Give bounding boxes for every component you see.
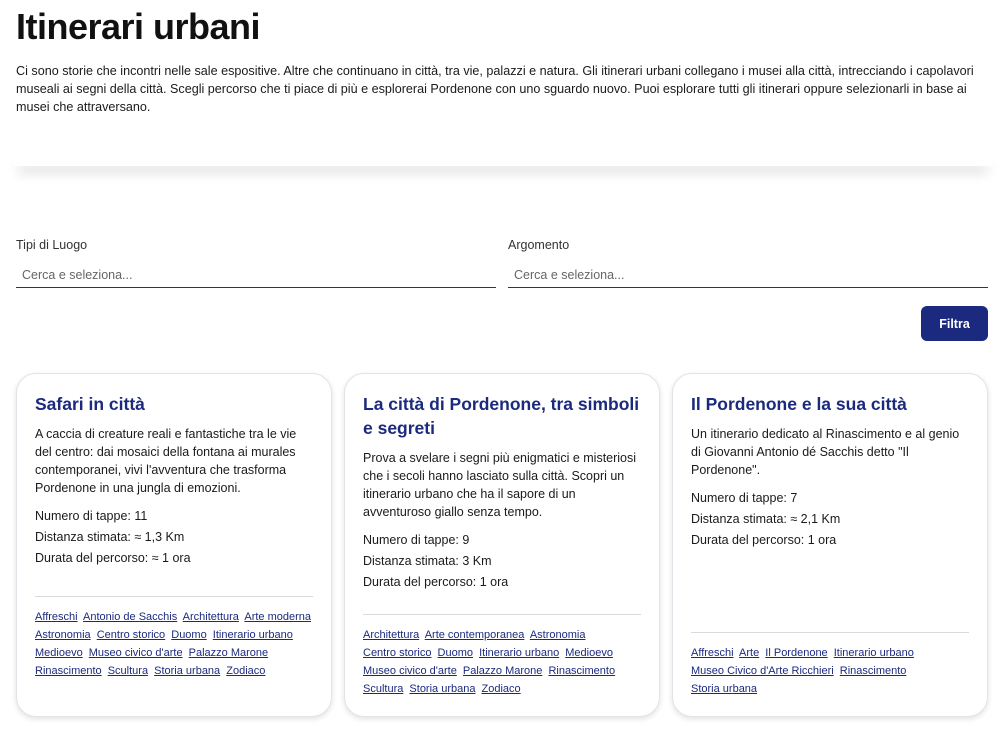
card-title[interactable]: La città di Pordenone, tra simboli e segreti (363, 394, 640, 438)
tag-link[interactable]: Architettura (363, 629, 420, 641)
tag-link[interactable]: Museo civico d'arte (363, 665, 457, 677)
tag-link[interactable]: Itinerario urbano (479, 647, 560, 659)
tag-link[interactable]: Itinerario urbano (833, 647, 914, 659)
tag-link[interactable]: Arte contemporanea (424, 629, 525, 641)
stops-count: Numero di tappe: 7 (691, 491, 798, 505)
filter-topic (508, 238, 988, 288)
tag-list (363, 626, 645, 698)
card-divider (35, 596, 313, 597)
stops-count: Numero di tappe: 9 (363, 533, 470, 547)
tag-link[interactable]: Arte moderna (244, 611, 312, 623)
tag-link[interactable]: Duomo (171, 629, 207, 641)
card-title[interactable]: Il Pordenone e la sua città (691, 394, 907, 414)
tag-list (35, 608, 317, 680)
tag-link[interactable]: Arte (739, 647, 760, 659)
tag-link[interactable]: Medioevo (35, 647, 83, 659)
tag-link[interactable]: Antonio de Sacchis (83, 611, 178, 623)
itinerary-card[interactable] (344, 373, 660, 717)
tag-link[interactable]: Medioevo (565, 647, 613, 659)
intro-text: Ci sono storie che incontri nelle sale espositive. Altre che continuano in città, tra vie, palazzi e natura. Gli itinerari urbani collegano i musei alla città, intrecciando i capolavori museali ai segni della città. Scegli percorso che ti piace di più e esplorerai Pordenone con uno sguardo nuovo. Puoi esplorare tutti gli itinerari oppure selezionarli in base ai musei che attraversano. (16, 64, 974, 114)
tag-link[interactable]: Centro storico (363, 647, 432, 659)
hero-section (0, 0, 1006, 165)
itinerary-card[interactable] (672, 373, 988, 717)
itinerary-card[interactable] (16, 373, 332, 717)
card-description: A caccia di creature reali e fantastiche tra le vie del centro: dai mosaici della fontana ai murales contemporanei, vivi l'avventura che trasforma Pordenone in una jungla di emozioni. (35, 427, 297, 495)
route-duration: Durata del percorso: 1 ora (363, 575, 509, 589)
filter-topic-label: Argomento (508, 238, 570, 252)
tag-link[interactable]: Palazzo Marone (188, 647, 269, 659)
card-title[interactable]: Safari in città (35, 394, 145, 414)
card-stats (363, 530, 641, 593)
tag-list (691, 644, 973, 698)
stops-count: Numero di tappe: 11 (35, 509, 148, 523)
filter-place (16, 238, 496, 288)
tag-link[interactable]: Rinascimento (35, 665, 102, 677)
tag-link[interactable]: Storia urbana (691, 683, 758, 695)
estimated-distance: Distanza stimata: ≈ 1,3 Km (35, 530, 185, 544)
tag-link[interactable]: Il Pordenone (765, 647, 828, 659)
tag-link[interactable]: Scultura (107, 665, 149, 677)
tag-link[interactable]: Zodiaco (481, 683, 521, 695)
tag-link[interactable]: Itinerario urbano (212, 629, 293, 641)
tag-link[interactable]: Storia urbana (409, 683, 476, 695)
tag-link[interactable]: Affreschi (691, 647, 734, 659)
card-stats (691, 488, 969, 551)
estimated-distance: Distanza stimata: ≈ 2,1 Km (691, 512, 841, 526)
tag-link[interactable]: Storia urbana (154, 665, 221, 677)
tag-link[interactable]: Architettura (182, 611, 239, 623)
place-search-input[interactable] (16, 262, 496, 288)
route-duration: Durata del percorso: ≈ 1 ora (35, 551, 191, 565)
tag-link[interactable]: Scultura (363, 683, 404, 695)
tag-link[interactable]: Duomo (437, 647, 474, 659)
tag-link[interactable]: Affreschi (35, 611, 78, 623)
tag-link[interactable]: Museo Civico d'Arte Ricchieri (691, 665, 834, 677)
route-duration: Durata del percorso: 1 ora (691, 533, 837, 547)
tag-link[interactable]: Centro storico (96, 629, 166, 641)
tag-link[interactable]: Rinascimento (839, 665, 907, 677)
card-stats (35, 506, 313, 569)
tag-link[interactable]: Zodiaco (226, 665, 266, 677)
card-description: Un itinerario dedicato al Rinascimento e al genio di Giovanni Antonio dé Sacchis detto "Il Pordenone". (691, 427, 960, 477)
hero-divider (14, 152, 992, 166)
tag-link[interactable]: Rinascimento (548, 665, 616, 677)
tag-link[interactable]: Astronomia (35, 629, 91, 641)
tag-link[interactable]: Museo civico d'arte (88, 647, 183, 659)
topic-search-input[interactable] (508, 262, 988, 288)
card-description: Prova a svelare i segni più enigmatici e misteriosi che i secoli hanno lasciato sulla città. Scopri un itinerario urbano che ha il sapore di un avventuroso giallo senza tempo. (363, 451, 637, 519)
tag-link[interactable]: Astronomia (529, 629, 586, 641)
estimated-distance: Distanza stimata: 3 Km (363, 554, 492, 568)
tag-link[interactable]: Palazzo Marone (462, 665, 543, 677)
filter-place-label: Tipi di Luogo (16, 238, 88, 252)
card-divider (363, 614, 641, 615)
card-divider (691, 632, 969, 633)
page-title: Itinerari urbani (16, 6, 261, 47)
filter-button[interactable]: Filtra (921, 306, 988, 341)
